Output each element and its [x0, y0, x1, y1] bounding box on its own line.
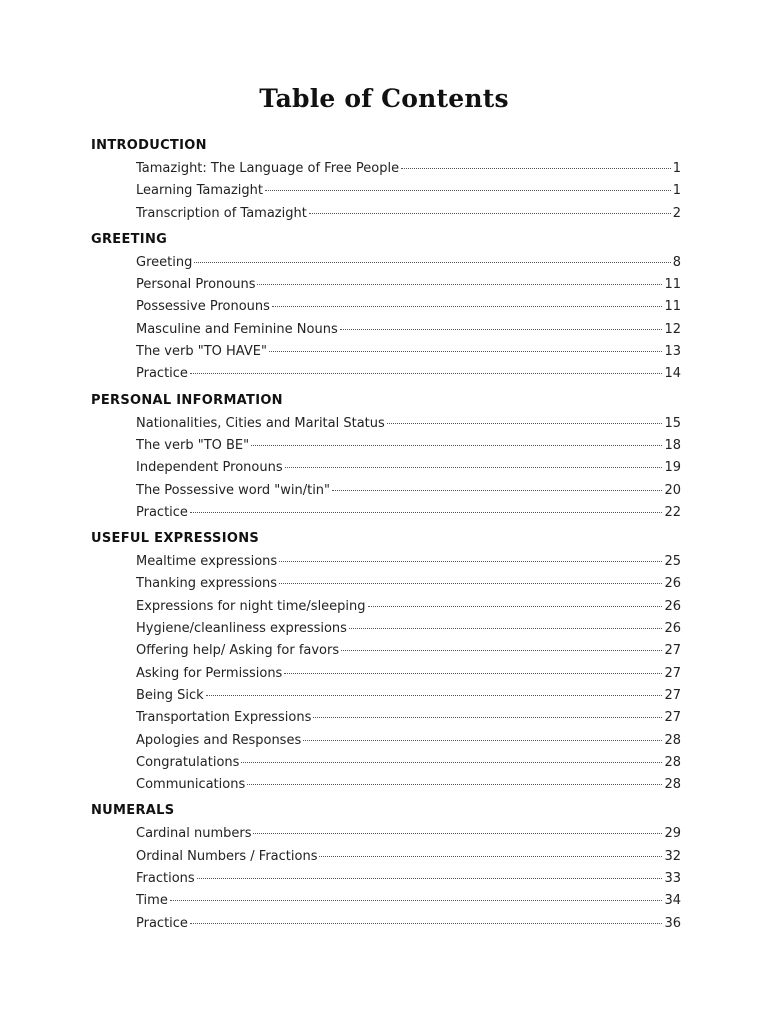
entry-page-number: 2: [672, 205, 681, 221]
toc-entry: [91, 846, 681, 868]
dot-leader: [190, 923, 663, 924]
entry-title: Thanking expressions: [136, 576, 278, 592]
entry-page-number: 25: [664, 554, 681, 570]
entry-page-number: 26: [664, 576, 681, 592]
toc-entry: [91, 296, 681, 318]
entry-title: Practice: [136, 366, 188, 382]
toc-section: [91, 134, 681, 225]
entry-page-number: 29: [664, 826, 681, 842]
toc-entry: [91, 640, 681, 662]
dot-leader: [279, 561, 662, 562]
entry-title: Fractions: [136, 871, 195, 887]
dot-leader: [194, 262, 670, 263]
entry-page-number: 27: [664, 643, 681, 659]
toc-entry: [91, 363, 681, 385]
dot-leader: [170, 900, 663, 901]
section-heading: INTRODUCTION: [91, 138, 207, 153]
entry-title: Transportation Expressions: [136, 710, 312, 726]
entry-page-number: 32: [664, 848, 681, 864]
toc-entry: [91, 685, 681, 707]
entry-title: Greeting: [136, 254, 193, 270]
entry-title: The verb "TO BE": [136, 437, 250, 453]
entry-title: Practice: [136, 504, 188, 520]
entry-page-number: 15: [664, 415, 681, 431]
dot-leader: [285, 467, 663, 468]
toc-section: [91, 799, 681, 934]
entry-title: Cardinal numbers: [136, 826, 252, 842]
toc-entry: [91, 158, 681, 180]
toc-entry: [91, 319, 681, 341]
dot-leader: [241, 762, 662, 763]
entry-title: Transcription of Tamazight: [136, 205, 307, 221]
entry-page-number: 11: [664, 299, 681, 315]
dot-leader: [401, 168, 671, 169]
toc-entry: [91, 341, 681, 363]
dot-leader: [309, 213, 671, 214]
dot-leader: [303, 740, 662, 741]
entry-page-number: 19: [664, 460, 681, 476]
entry-title: Practice: [136, 915, 188, 931]
entry-page-number: 11: [664, 277, 681, 293]
entry-page-number: 22: [664, 504, 681, 520]
entry-title: Congratulations: [136, 754, 240, 770]
entry-page-number: 27: [664, 687, 681, 703]
dot-leader: [190, 373, 663, 374]
toc-entry: [91, 480, 681, 502]
toc-entry: [91, 752, 681, 774]
entry-page-number: 28: [664, 777, 681, 793]
toc-section: [91, 228, 681, 386]
section-heading: NUMERALS: [91, 803, 175, 819]
dot-leader: [332, 490, 662, 491]
page-title: Table of Contents: [259, 84, 509, 113]
dot-leader: [368, 606, 663, 607]
entry-page-number: 14: [664, 366, 681, 382]
dot-leader: [197, 878, 663, 879]
entry-title: Being Sick: [136, 687, 204, 703]
entry-title: Apologies and Responses: [136, 732, 302, 748]
dot-leader: [265, 190, 671, 191]
dot-leader: [247, 784, 662, 785]
toc-entry: [91, 890, 681, 912]
toc-entry: [91, 707, 681, 729]
entry-page-number: 18: [664, 437, 681, 453]
toc-entry: [91, 551, 681, 573]
entry-title: Offering help/ Asking for favors: [136, 643, 340, 659]
entry-page-number: 12: [664, 321, 681, 337]
toc-entry: [91, 823, 681, 845]
entry-title: Masculine and Feminine Nouns: [136, 321, 338, 337]
toc-entry: [91, 618, 681, 640]
toc-entry: [91, 774, 681, 796]
dot-leader: [251, 445, 662, 446]
entry-title: Possessive Pronouns: [136, 299, 270, 315]
toc-entry: [91, 457, 681, 479]
entry-title: Nationalities, Cities and Marital Status: [136, 415, 385, 431]
entry-title: Hygiene/cleanliness expressions: [136, 621, 347, 637]
entry-page-number: 36: [664, 915, 681, 931]
dot-leader: [349, 628, 663, 629]
toc-entry: [91, 435, 681, 457]
toc-entry: [91, 502, 681, 524]
entry-title: Asking for Permissions: [136, 665, 283, 681]
dot-leader: [190, 512, 663, 513]
entry-title: Time: [136, 893, 168, 909]
dot-leader: [340, 329, 663, 330]
entry-page-number: 26: [664, 598, 681, 614]
toc-entry: [91, 913, 681, 935]
entry-title: The verb "TO HAVE": [136, 344, 267, 360]
entry-page-number: 13: [664, 344, 681, 360]
toc-entry: [91, 180, 681, 202]
entry-page-number: 26: [664, 621, 681, 637]
entry-page-number: 8: [672, 254, 681, 270]
toc-entry: [91, 730, 681, 752]
toc-entry: [91, 663, 681, 685]
entry-title: Mealtime expressions: [136, 554, 278, 570]
toc-section: [91, 527, 681, 796]
entry-page-number: 27: [664, 665, 681, 681]
dot-leader: [387, 423, 663, 424]
entry-page-number: 34: [664, 893, 681, 909]
toc-section: [91, 389, 681, 524]
dot-leader: [269, 351, 663, 352]
toc-entry: [91, 413, 681, 435]
entry-title: Ordinal Numbers / Fractions: [136, 848, 318, 864]
entry-title: Tamazight: The Language of Free People: [136, 161, 400, 176]
entry-page-number: 28: [664, 754, 681, 770]
dot-leader: [284, 673, 662, 674]
entry-page-number: 1: [672, 183, 681, 199]
section-heading: PERSONAL INFORMATION: [91, 392, 283, 408]
section-heading: USEFUL EXPRESSIONS: [91, 531, 260, 547]
dot-leader: [279, 583, 662, 584]
entry-page-number: 1: [672, 161, 681, 176]
entry-title: The Possessive word "win/tin": [136, 482, 331, 498]
toc-entry: [91, 573, 681, 595]
entry-page-number: 20: [664, 482, 681, 498]
dot-leader: [206, 695, 663, 696]
entry-page-number: 33: [664, 871, 681, 887]
dot-leader: [253, 833, 662, 834]
table-of-contents: [91, 134, 681, 935]
entry-title: Expressions for night time/sleeping: [136, 598, 366, 614]
entry-title: Communications: [136, 777, 246, 793]
toc-entry: [91, 868, 681, 890]
dot-leader: [272, 306, 663, 307]
entry-title: Learning Tamazight: [136, 183, 263, 199]
toc-entry: [91, 203, 681, 225]
dot-leader: [257, 284, 662, 285]
entry-page-number: 28: [664, 732, 681, 748]
dot-leader: [313, 717, 662, 718]
toc-entry: [91, 252, 681, 274]
toc-entry: [91, 274, 681, 296]
section-heading: GREETING: [91, 231, 168, 247]
entry-title: Personal Pronouns: [136, 277, 256, 293]
toc-entry: [91, 596, 681, 618]
entry-page-number: 27: [664, 710, 681, 726]
dot-leader: [319, 856, 662, 857]
dot-leader: [341, 650, 662, 651]
entry-title: Independent Pronouns: [136, 460, 283, 476]
